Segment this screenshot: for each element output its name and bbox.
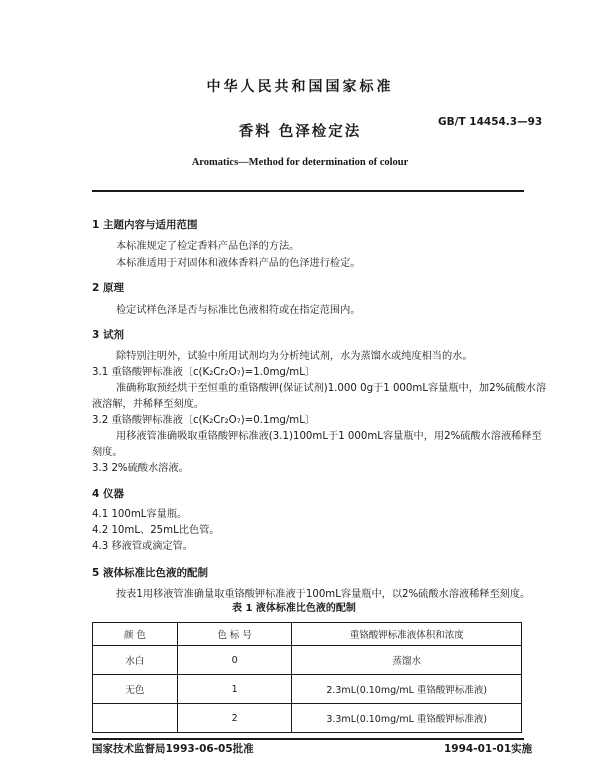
section-3-2-line-1: 用移液管准确吸取重铬酸钾标准液(3.1)100mL于1 000mL容量瓶中，用2%硫酸水溶液稀释至 (116, 431, 542, 442)
table-cell: 水白 (93, 646, 178, 675)
section-3-1-title: 3.1 重铬酸钾标准液〔c(K₂Cr₂O₇)=1.0mg/mL〕 (92, 367, 316, 378)
colour-standard-table (92, 622, 522, 733)
section-4-2: 4.2 10mL、25mL比色管。 (92, 525, 220, 536)
table-header-cell: 色 标 号 (177, 623, 292, 646)
table-cell: 0 (177, 646, 292, 675)
approval-date: 国家技术监督局1993-06-05批准 (92, 743, 254, 755)
section-3-1-line-2: 液溶解，并稀释至刻度。 (92, 399, 205, 410)
table-caption: 表 1 液体标准比色液的配制 (232, 603, 356, 614)
implementation-date: 1994-01-01实施 (444, 743, 533, 755)
section-1-paragraph-1: 本标准规定了检定香料产品色泽的方法。 (116, 241, 300, 252)
section-3-2-line-2: 刻度。 (92, 447, 123, 458)
section-3-title: 3 试剂 (92, 329, 124, 341)
section-4-3: 4.3 移液管或滴定管。 (92, 541, 193, 552)
table-header-row (93, 623, 522, 646)
header-rule (92, 190, 524, 192)
table-cell (93, 704, 178, 733)
standard-code: GB/T 14454.3—93 (438, 116, 543, 128)
section-3-paragraph: 除特别注明外，试验中所用试剂均为分析纯试剂，水为蒸馏水或纯度相当的水。 (116, 351, 473, 362)
section-5-title: 5 液体标准比色液的配制 (92, 567, 208, 579)
section-4-title: 4 仪器 (92, 488, 124, 500)
table-header-cell: 重铬酸钾标准液体积和浓度 (292, 623, 522, 646)
standard-org: 中华人民共和国国家标准 (206, 79, 394, 95)
footer-rule (92, 738, 524, 740)
table-cell: 无色 (93, 675, 178, 704)
section-3-1-line-1: 准确称取预经烘干至恒重的重铬酸钾(保证试剂)1.000 0g于1 000mL容量瓶中，加2%硫酸水溶 (116, 383, 547, 394)
section-5-paragraph: 按表1用移液管准确量取重铬酸钾标准液于100mL容量瓶中，以2%硫酸水溶液稀释至刻度。 (116, 589, 531, 600)
table-cell: 2 (177, 704, 292, 733)
table-cell: 蒸馏水 (292, 646, 522, 675)
section-4-1: 4.1 100mL容量瓶。 (92, 509, 188, 520)
table-cell: 2.3mL(0.10mg/mL 重铬酸钾标准液) (292, 675, 522, 704)
page-title: 香料 色泽检定法 (238, 124, 362, 140)
table-header-cell: 颜 色 (93, 623, 178, 646)
section-2-title: 2 原理 (92, 282, 124, 294)
table-row (93, 675, 522, 704)
section-2-paragraph: 检定试样色泽是否与标准比色液相符或在指定范围内。 (116, 305, 361, 316)
section-1-title: 1 主题内容与适用范围 (92, 219, 198, 231)
english-title: Aromatics—Method for determination of colour (191, 157, 409, 168)
section-3-2-title: 3.2 重铬酸钾标准液〔c(K₂Cr₂O₇)=0.1mg/mL〕 (92, 415, 316, 426)
table-cell: 1 (177, 675, 292, 704)
section-1-paragraph-2: 本标准适用于对固体和液体香料产品的色泽进行检定。 (116, 258, 361, 269)
table-row (93, 704, 522, 733)
section-3-3: 3.3 2%硫酸水溶液。 (92, 463, 189, 474)
table-cell: 3.3mL(0.10mg/mL 重铬酸钾标准液) (292, 704, 522, 733)
table-row (93, 646, 522, 675)
